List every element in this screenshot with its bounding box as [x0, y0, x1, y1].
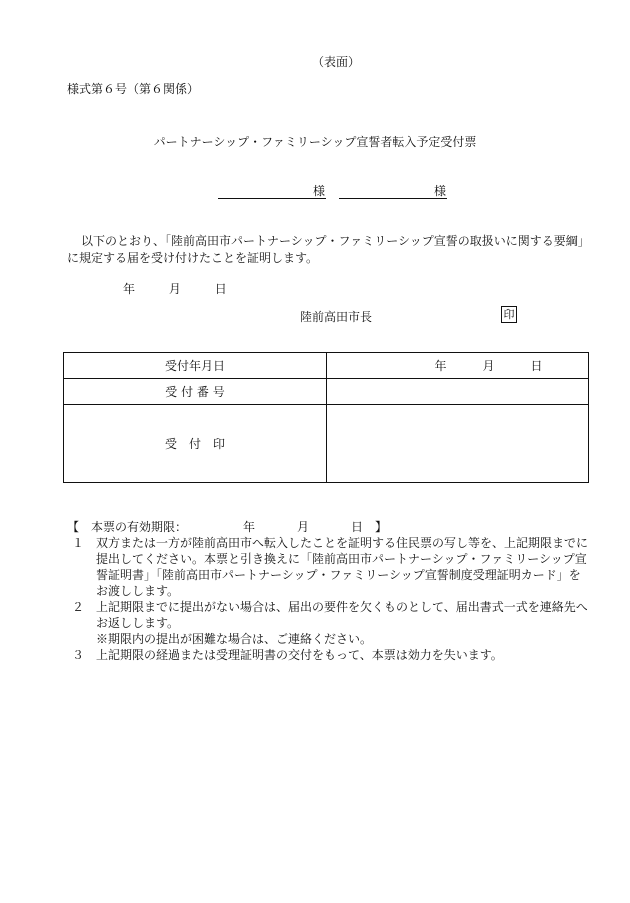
receipt-number-label: 受 付 番 号: [64, 379, 327, 405]
note-text: 双方または一方が陸前高田市へ転入したことを証明する住民票の写し等を、上記期限までに提出してください。本票と引き換えに「陸前高田市パートナーシップ・ファミリーシップ宣誓証明書」「陸前高田市パートナーシップ・ファミリーシップ宣誓制度受理証明カード」をお渡しします。: [96, 536, 589, 598]
note-number: ２: [72, 600, 85, 614]
issue-day-label: 日: [214, 282, 227, 296]
receipt-stamp-value[interactable]: [327, 405, 589, 483]
table-row: [64, 353, 589, 379]
note-number: １: [72, 536, 85, 550]
note-text: 上記期限までに提出がない場合は、届出の要件を欠くものとして、届出書式一式を連絡先へお返しします。: [96, 600, 588, 630]
issue-date: [123, 280, 257, 297]
validity-open: 【 本票の有効期限：: [67, 520, 188, 534]
name-blank-1[interactable]: [218, 198, 326, 199]
sama-label-2: 様: [434, 184, 447, 198]
receipt-day-label: 日: [530, 359, 543, 373]
receipt-stamp-label: 受 付 印: [64, 405, 327, 483]
notes-list: [72, 535, 592, 663]
side-label: （表面）: [312, 55, 361, 69]
receipt-date-label: 受付年月日: [64, 353, 327, 379]
validity-month: 月: [297, 520, 310, 534]
document-title: パートナーシップ・ファミリーシップ宣誓者転入予定受付票: [153, 135, 477, 149]
addressee-line: [218, 182, 458, 200]
list-item: [72, 647, 592, 663]
note-text: 上記期限の経過または受理証明書の交付をもって、本票は効力を失います。: [96, 648, 503, 662]
receipt-number-value[interactable]: [327, 379, 589, 405]
issue-year-label: 年: [123, 282, 136, 296]
mayor-title: 陸前高田市長: [300, 310, 373, 324]
note-subtext: ※期限内の提出が困難な場合は、ご連絡ください。: [96, 632, 373, 646]
name-blank-2[interactable]: [339, 198, 447, 199]
validity-day: 日 】: [351, 520, 388, 534]
receipt-month-label: 月: [482, 359, 495, 373]
table-row: [64, 379, 589, 405]
sama-label-1: 様: [313, 184, 326, 198]
receipt-year-label: 年: [434, 359, 447, 373]
list-item: [72, 535, 592, 599]
form-number: 様式第６号（第６関係）: [67, 82, 200, 96]
certification-body: 以下のとおり、「陸前高田市パートナーシップ・ファミリーシップ宣誓の取扱いに関する要綱」に規定する届を受け付けたことを証明します。: [67, 234, 590, 265]
note-number: ３: [72, 648, 85, 662]
receipt-table: [63, 352, 589, 483]
receipt-date-value[interactable]: [327, 353, 589, 379]
list-item: [72, 599, 592, 647]
validity-year: 年: [243, 520, 256, 534]
seal-mark: 印: [501, 306, 517, 323]
validity-period: [67, 518, 387, 535]
issue-month-label: 月: [168, 282, 181, 296]
certification-text: [67, 233, 592, 267]
table-row: [64, 405, 589, 483]
